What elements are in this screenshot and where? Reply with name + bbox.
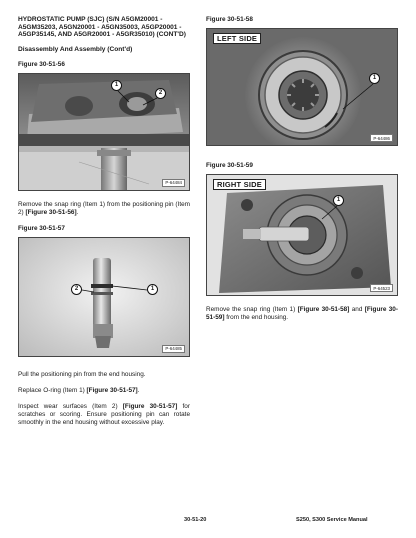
- figure-reference: [Figure 30-51-57]: [86, 387, 138, 395]
- section-subtitle: Disassembly And Assembly (Cont'd): [18, 45, 133, 53]
- paragraph-text: from the end housing.: [224, 314, 289, 322]
- figure-59-photo: [206, 174, 398, 296]
- paragraph-text: Remove the snap ring (Item 1) from the positioning pin (Item 2): [18, 200, 190, 216]
- figure-reference: [Figure 30-51-56]: [25, 208, 77, 216]
- callout-leaders: [19, 74, 190, 191]
- section-title: HYDROSTATIC PUMP (SJC) (S/N A5GM20001 - A5GM35203, A5GN20001 - A5GN35003, A5GP20001 - A5GP35145, AND A5GR20001 - A5GR35010) (CONT'D): [18, 16, 186, 39]
- left-column: [18, 16, 190, 427]
- figure-56-label: Figure 30-51-56: [18, 60, 65, 68]
- callout-2: 2: [155, 88, 166, 99]
- figure-56-code: P-64484: [162, 179, 185, 187]
- page-number: 30-51-20: [184, 517, 207, 523]
- paragraph-text: for scratches or scoring. Ensure positioning pin can rotate smoothly in the end housing without excessive play.: [18, 403, 190, 427]
- figure-57-photo: [18, 237, 190, 357]
- figure-56-photo: [18, 73, 190, 191]
- callout-2: 2: [71, 284, 82, 295]
- figure-58-label: Figure 30-51-58: [206, 16, 253, 23]
- figure-reference: [Figure 30-51-57]: [122, 403, 178, 411]
- paragraph-inspect-wear: [18, 403, 190, 427]
- right-column: [206, 16, 398, 322]
- manual-title: S250, S300 Service Manual: [296, 517, 368, 523]
- figure-59-code: P-64523: [370, 284, 393, 292]
- figure-reference: [Figure 30-51-58]: [297, 306, 350, 313]
- callout-leaders: [19, 238, 190, 357]
- figure-57-code: P-64485: [162, 345, 185, 353]
- figure-57-label: Figure 30-51-57: [18, 224, 65, 232]
- figure-59-label: Figure 30-51-59: [206, 162, 253, 169]
- paragraph-remove-snap-ring: [18, 201, 190, 217]
- paragraph-pull-pin: Pull the positioning pin from the end housing.: [18, 370, 146, 378]
- callout-1: 1: [111, 80, 122, 91]
- figure-reference: [Figure 30-51-59]: [206, 306, 398, 322]
- paragraph-text: and: [349, 306, 365, 313]
- paragraph-text: Remove the snap ring (Item 1): [206, 306, 298, 313]
- paragraph-text: Replace O-ring (Item 1): [18, 387, 87, 395]
- paragraph-text: .: [76, 208, 79, 216]
- callout-1: 1: [333, 195, 344, 206]
- callout-1: 1: [147, 284, 158, 295]
- callout-1: 1: [369, 73, 380, 84]
- callout-leaders: [207, 175, 398, 296]
- paragraph-replace-oring: [18, 387, 190, 395]
- right-side-label: RIGHT SIDE: [213, 179, 266, 190]
- figure-58-code: P-64486: [370, 134, 393, 142]
- paragraph-text: Inspect wear surfaces (Item 2): [18, 403, 123, 411]
- paragraph-text: .: [137, 387, 140, 395]
- paragraph-remove-snap-ring-housing: [206, 306, 398, 322]
- figure-58-photo: [206, 28, 398, 146]
- callout-leaders: [207, 29, 398, 146]
- left-side-label: LEFT SIDE: [213, 33, 261, 44]
